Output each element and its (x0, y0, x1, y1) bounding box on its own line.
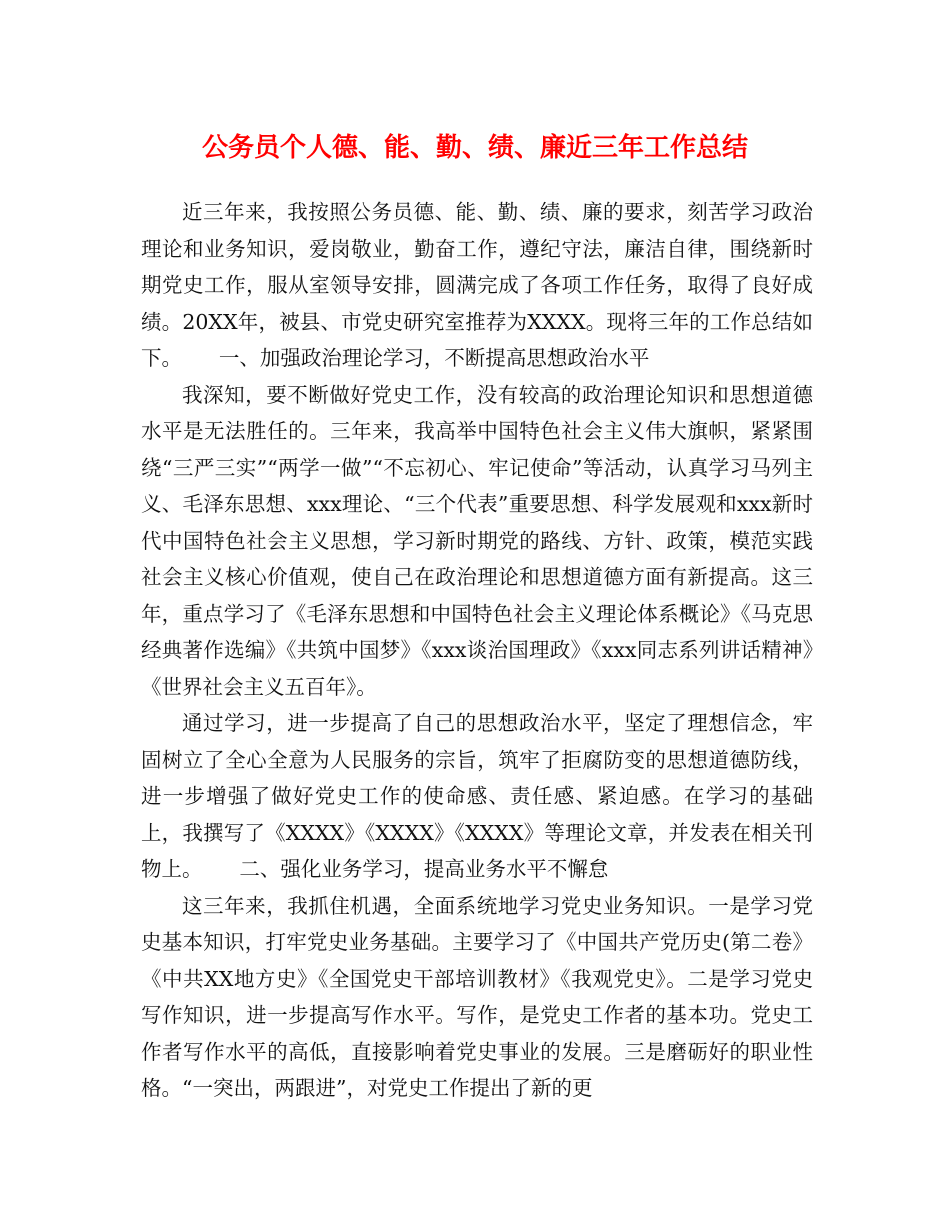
paragraph-business-study (141, 888, 813, 1107)
paragraph-text: 近三年来，我按照公务员德、能、勤、绩、廉的要求，刻苦学习政治理论和业务知识，爱岗敬业，勤奋工作，遵纪守法，廉洁自律，围绕新时期党史工作，服从室领导安排，圆满完成了各项工作任务，取得了良好成绩。20XX年，被县、市党史研究室推荐为XXXX。现将三年的工作总结如下。 (141, 200, 813, 370)
paragraph-text: 这三年来，我抓住机遇，全面系统地学习党史业务知识。一是学习党史基本知识，打牢党史业务基础。主要学习了《中国共产党历史(第二卷》《中共XX地方史》《全国党史干部培训教材》《我观党史》。二是学习党史写作知识，进一步提高写作水平。写作，是党史工作者的基本功。党史工作者写作水平的高低，直接影响着党史事业的发展。三是磨砺好的职业性格。“一突出，两跟进”，对党史工作提出了新的更 (141, 893, 813, 1100)
paragraph-study-results (141, 705, 813, 888)
paragraph-political-study (141, 377, 813, 706)
document-body (141, 194, 813, 1107)
paragraph-text: 通过学习，进一步提高了自己的思想政治水平，坚定了理想信念，牢固树立了全心全意为人民服务的宗旨，筑牢了拒腐防变的思想道德防线，进一步增强了做好党史工作的使命感、责任感、紧迫感。在学习的基础上，我撰写了《XXXX》《XXXX》《XXXX》等理论文章，并发表在相关刊物上。 (141, 711, 813, 881)
paragraph-text: 我深知，要不断做好党史工作，没有较高的政治理论知识和思想道德水平是无法胜任的。三年来，我高举中国特色社会主义伟大旗帜，紧紧围绕“三严三实”“两学一做”“不忘初心、牢记使命”等活动，认真学习马列主义、毛泽东思想、xxx理论、“三个代表”重要思想、科学发展观和xxx新时代中国特色社会主义思想，学习新时期党的路线、方针、政策，模范实践社会主义核心价值观，使自己在政治理论和思想道德方面有新提高。这三年，重点学习了《毛泽东思想和中国特色社会主义理论体系概论》《马克思经典著作选编》《共筑中国梦》《xxx谈治国理政》《xxx同志系列讲话精神》《世界社会主义五百年》。 (141, 382, 813, 699)
section-heading-1: 一、加强政治理论学习，不断提高思想政治水平 (218, 346, 650, 370)
paragraph-intro (141, 194, 813, 377)
section-heading-2: 二、强化业务学习，提高业务水平不懈怠 (239, 857, 609, 881)
document-title: 公务员个人德、能、勤、绩、廉近三年工作总结 (201, 133, 748, 163)
